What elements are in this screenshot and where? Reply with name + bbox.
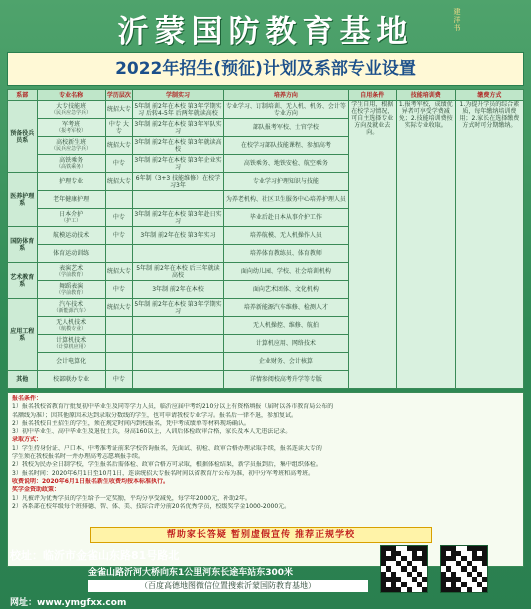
table-row: [8, 101, 524, 119]
level-cell: 中专: [105, 371, 132, 389]
major-cell: [37, 191, 105, 209]
major-name: 老年健康护理: [53, 196, 90, 203]
qr-module: [396, 587, 401, 592]
level-cell: 统招大专: [105, 137, 132, 155]
qr-code-icon[interactable]: [380, 545, 428, 593]
major-cell: [37, 119, 105, 137]
level-cell: [105, 191, 132, 209]
plan-cell: 3年制 前2年在本校 第3年就读高校: [134, 138, 222, 153]
major-cell: [37, 155, 105, 173]
major-cell: [37, 173, 105, 191]
qr-module: [422, 577, 427, 582]
column-header: 自用条件: [348, 90, 396, 101]
qr-module: [422, 587, 427, 592]
notes-line: 学生须在我校报名时一并办理高考志愿填报手续。: [12, 453, 145, 461]
poster-header: [7, 0, 524, 52]
major-name: 计算机技术: [56, 336, 87, 344]
major-cell: [37, 101, 105, 119]
direction-cell: 培养体育教练员、体育教师: [223, 245, 348, 263]
direction-cell: 详情参阅校高考升学等专版: [223, 371, 348, 389]
department-cell: 其他: [8, 371, 38, 389]
major-name: 表演艺术: [59, 264, 84, 272]
major-name: 军考班: [62, 120, 81, 128]
notes-heading: 录取方式：: [12, 436, 43, 444]
route-directions: 金雀山路沂河大桥向东1公里河东长途车站东300米: [88, 568, 294, 578]
major-cell: [37, 335, 105, 353]
major-cell: [37, 281, 105, 299]
major-subtitle: （新能源汽车）: [53, 307, 89, 314]
map-search-hint: （百度高德地图微信位置搜索沂蒙国防教育基地）: [88, 580, 368, 592]
qr-module: [456, 587, 461, 592]
qr-module: [407, 587, 412, 592]
table-header-row: [8, 90, 524, 101]
level-cell: 中专: [105, 155, 132, 173]
notes-heading: 收费说明：2020年6月1日报名新生收费均按本标准执行。: [12, 477, 170, 485]
plan-cell: 3年制 前2年在校 第3年实习: [133, 227, 224, 245]
notes-line: 2）各系部在校年级每个班排德、智、体、美、技综合评分前20名优秀学员，校级奖学金1000-2000元。: [12, 502, 291, 510]
direction-cell: 为养老机构、社区卫生服务中心培养护理人员: [223, 191, 348, 209]
level-cell: 统招大专: [105, 263, 132, 281]
column-header: 培养方向: [223, 90, 348, 101]
direction-cell: 无人机操控、维修、航拍: [223, 317, 348, 335]
major-name: 日本介护: [59, 210, 84, 218]
major-cell: [37, 263, 105, 281]
department-cell: 艺术教育系: [8, 263, 38, 299]
major-subtitle: （学前教育）: [56, 289, 87, 296]
column-header: 缴费方式: [455, 90, 523, 101]
plan-subtitle: 2022年招生(预征)计划及系部专业设置: [7, 52, 524, 86]
department-cell: 预备役兵员系: [8, 101, 38, 173]
payment-method-cell: 1.为提升学员的综合素质，每年缴纳培训费用；2.家长在选择缴费方式时可分期缴纳。: [455, 101, 523, 389]
major-name: 汽车技术: [59, 300, 84, 308]
notes-line: 2）我校为民办全日制学校，学生报名后需体检、政审合格方可录取，根据体检结果，新学员报到后，集中组织体检。: [12, 461, 322, 469]
notes-heading: 奖学金资助政策：: [12, 486, 61, 494]
major-cell: [37, 371, 105, 389]
major-subtitle: （民兵应急学兵）: [51, 109, 92, 116]
direction-cell: 培养航模、无人机操作人员: [223, 227, 348, 245]
qr-code-icon[interactable]: [440, 545, 488, 593]
major-cell: [37, 245, 105, 263]
notes-line: 2）报名我校自主招生的学生，须在规定时间内到校报名，凭中考成绩单等材料现场确认。: [12, 419, 250, 427]
direction-cell: 部队报考军校、士官学校: [223, 119, 348, 137]
column-header: 系部: [8, 90, 38, 101]
level-cell: 统招大专: [105, 173, 132, 191]
level-cell: [105, 245, 132, 263]
major-subtitle: （护工）: [61, 217, 82, 224]
direction-cell: 面向幼儿园、学校、社会培训机构: [223, 263, 348, 281]
plan-cell: [133, 317, 224, 335]
plan-cell: 3年制 前2年在本校: [133, 281, 224, 299]
plan-cell: 3年制 前2年在本校 第3年赴日实习: [134, 210, 222, 225]
notes-line: 1）学生持身份证、户口本、中考准考证前来学校咨询报名，先面试、初检、政审合格办理录取手续，报名连读大专的: [12, 444, 322, 452]
notes-line: 1）报名我校省教育厅批复初中毕业生及同等学力人员，临沂应届中考约210分以上有资格填报（届时以各市教育局公布的: [12, 403, 334, 411]
direction-cell: 培养新能源汽车维修、检测人才: [223, 299, 348, 317]
department-cell: 医养护理系: [8, 173, 38, 227]
plan-cell: [133, 191, 224, 209]
level-cell: [105, 317, 132, 335]
plan-cell: [133, 245, 224, 263]
direction-cell: 专业学习护理知识与技能: [223, 173, 348, 191]
qr-module: [482, 561, 487, 566]
enrollment-plan-table: [7, 89, 524, 389]
major-cell: [37, 137, 105, 155]
major-cell: [37, 209, 105, 227]
school-address: 校址：临沂市金雀山东路81号路北: [10, 549, 180, 562]
major-subtitle: （高铁乘务）: [56, 163, 87, 170]
direction-cell: 在校学习部队技能课程、参加高考: [223, 137, 348, 155]
plan-cell: [133, 371, 224, 389]
major-subtitle: （航模专业）: [56, 325, 87, 332]
major-subtitle: （民兵应急学兵）: [51, 145, 92, 152]
major-name: 高校新生班: [56, 138, 87, 146]
plan-cell: 5年制 前2年在本校 第3年学期实习: [134, 300, 222, 315]
direction-cell: 专业学习、订制培训、无人机、机务、会计等专业方向: [223, 101, 348, 119]
major-subtitle: （计算机应用）: [53, 343, 89, 350]
qr-module: [467, 587, 472, 592]
major-name: 航模运动技术: [53, 232, 90, 239]
level-cell: [105, 353, 132, 371]
website[interactable]: 网址：www.ymgfxx.com: [10, 598, 127, 608]
column-header: 学制实习: [133, 90, 224, 101]
major-subtitle: （报考军校）: [56, 127, 87, 134]
plan-cell: 5年制 前2年在本校 后三年就读高校: [133, 263, 224, 281]
qr-module: [482, 577, 487, 582]
department-cell: 应用工程系: [8, 299, 38, 371]
notes-line: 3）初中毕业生、高中毕业生及退役士兵，身高160以上，入训后体检政审合格，家长及本人无违法记录。: [12, 428, 292, 436]
major-name: 会计电算化: [56, 358, 87, 365]
plan-cell: 3年制 前2年在本校 第3年企业实习: [134, 156, 222, 171]
column-header: 专业名称: [37, 90, 105, 101]
notes-line: 名额线为准）；因其他原因未达到录取分数线的学生，也可申请我校专业学习。报名后一律不退，参加复试。: [12, 411, 298, 419]
slogan-banner: 帮助家长答疑 暂别虚假宣传 推荐正规学校: [90, 527, 432, 543]
major-name: 无人机技术: [56, 318, 87, 326]
level-cell: 中专: [105, 227, 132, 245]
notes-line: 1）凡被评为优秀学员的学生给予一定奖励，平均分享受减免，每学年2000元，补助2年。: [12, 494, 251, 502]
level-cell: 统招大专: [105, 101, 132, 119]
notes-line: 3）报名时间：2020年6月1日至10月1日，连读统招大专报名时间以省教育厅公布为准，初中分军考班和高考班。: [12, 469, 315, 477]
plan-cell: 5年制 前2年在本校 第3年学期实习 后转4-5年 后两年就读高校: [134, 102, 222, 117]
level-cell: [105, 335, 132, 353]
major-name: 护理专业: [59, 178, 84, 185]
plan-cell: [133, 353, 224, 371]
qr-module: [482, 587, 487, 592]
column-header: 学历层次: [106, 91, 131, 99]
plan-cell: [133, 335, 224, 353]
plan-cell: 3年制 前2年在本校 第3年军队实习: [134, 120, 222, 135]
contact-footer: [0, 525, 531, 609]
major-name: 校部联办专业: [53, 376, 90, 383]
major-cell: [37, 227, 105, 245]
column-header: 技能培训费: [396, 90, 455, 101]
level-cell: 统招大专: [105, 299, 132, 317]
major-cell: [37, 299, 105, 317]
training-fee-cell: 1.报考军校，成绩优异者可享受学费减免；2.技能培训费按实际专业收取。: [396, 101, 455, 389]
major-name: 高铁乘务: [59, 156, 84, 164]
major-subtitle: （学前教育）: [56, 271, 87, 278]
major-cell: [37, 317, 105, 335]
level-cell: 中专: [105, 281, 132, 299]
direction-cell: 高铁乘务、地铁安检、航空乘务: [223, 155, 348, 173]
direction-cell: 企业财务、会计核算: [223, 353, 348, 371]
major-cell: [37, 353, 105, 371]
level-cell: 中专 大专: [105, 119, 132, 137]
major-name: 舞蹈表演: [59, 282, 84, 290]
direction-cell: 毕业后赴日本从事介护工作: [223, 209, 348, 227]
self-condition-cell: 学生自用，根据在校学习情况，可自主选择专业方向及就业去向。: [348, 101, 396, 389]
plan-cell: 6年制（3+3 技能维修）在校学习3年: [133, 173, 224, 191]
level-cell: 中专: [105, 209, 132, 227]
notes-heading: 报名条件：: [12, 395, 43, 402]
direction-cell: 面向艺术团体、文化机构: [223, 281, 348, 299]
calligraphy-seal: 建 洋 书: [453, 8, 461, 32]
major-name: 体育运动训练: [53, 250, 90, 257]
department-cell: 国防体育系: [8, 227, 38, 263]
poster-title: 沂蒙国防教育基地: [117, 14, 414, 50]
direction-cell: 计算机应用、网络技术: [223, 335, 348, 353]
major-name: 大专技能班: [56, 102, 87, 110]
qr-module: [422, 561, 427, 566]
